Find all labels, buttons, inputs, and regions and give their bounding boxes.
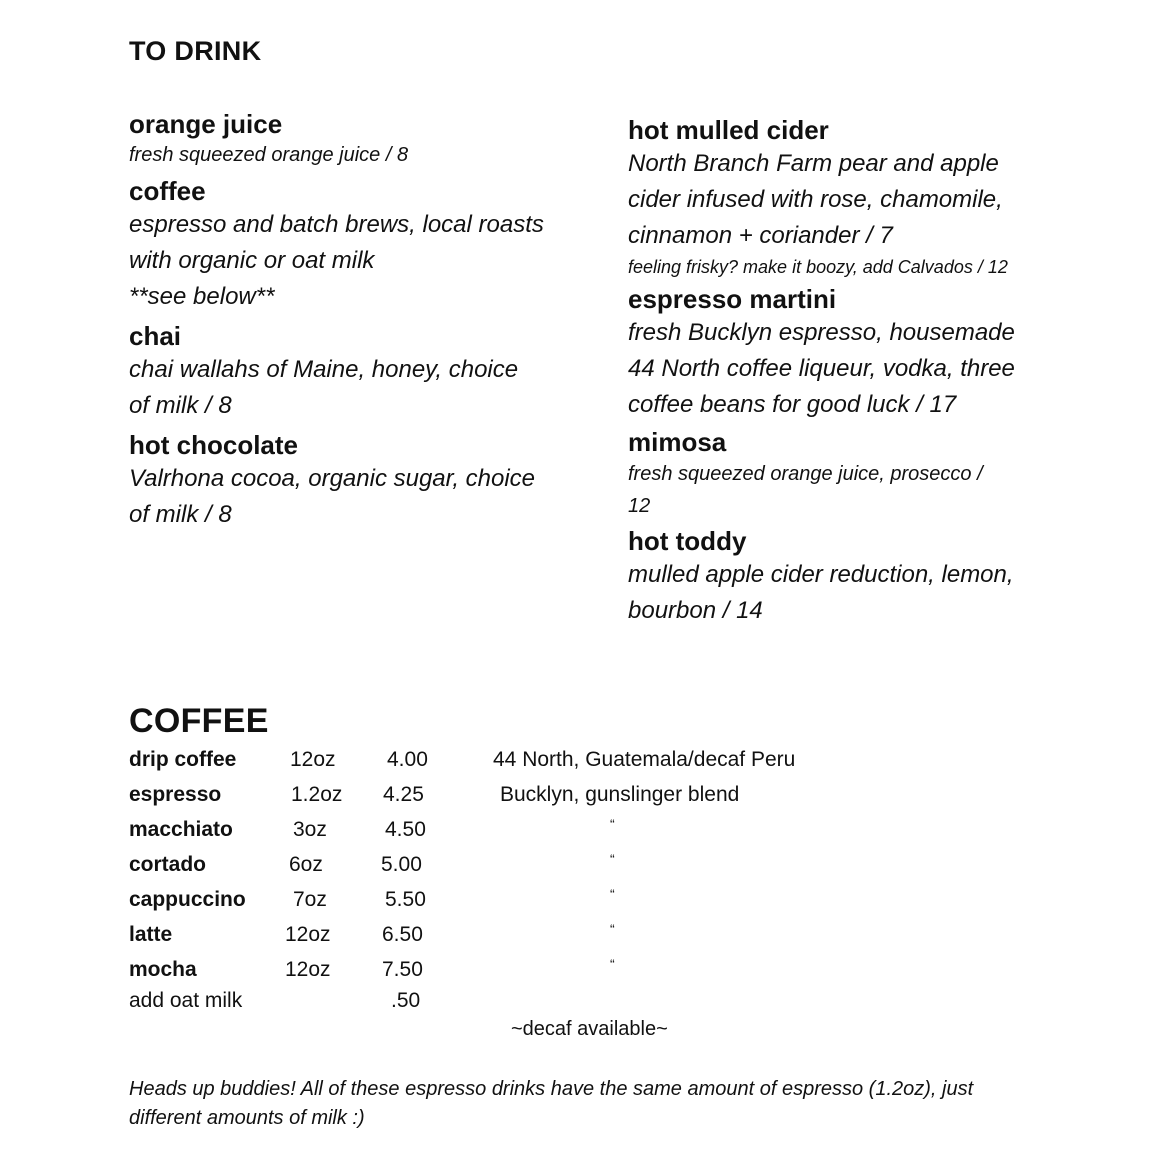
item-description: fresh squeezed orange juice / 8: [129, 144, 409, 166]
coffee-name: cortado: [129, 853, 207, 876]
coffee-origin-ditto: “: [610, 816, 615, 832]
item-description: fresh squeezed orange juice, prosecco / 12: [628, 463, 983, 517]
item-description: espresso and batch brews, local roasts with organic or oat milk **see below**: [129, 211, 544, 310]
menu-item-chai: [129, 320, 589, 424]
drinks-left-column: [129, 108, 589, 538]
coffee-name: cappuccino: [129, 888, 246, 911]
coffee-name: macchiato: [129, 818, 233, 841]
item-description: Valrhona cocoa, organic sugar, choice of milk / 8: [129, 465, 536, 528]
coffee-size: 6oz: [289, 853, 323, 876]
item-name: hot mulled cider: [628, 115, 829, 145]
coffee-origin-ditto: “: [610, 886, 615, 902]
addon-name: add oat milk: [129, 989, 243, 1012]
coffee-price: 5.50: [385, 888, 426, 911]
coffee-size: 12oz: [290, 748, 336, 771]
menu-item-hot-toddy: [628, 525, 1058, 629]
coffee-size: 1.2oz: [291, 783, 343, 806]
item-description: mulled apple cider reduction, lemon, bourbon / 14: [628, 561, 1014, 624]
menu-item-hot-mulled-cider: [628, 114, 1058, 280]
menu-item-espresso-martini: [628, 283, 1058, 423]
drinks-right-column: [628, 114, 1058, 632]
item-name: orange juice: [129, 109, 283, 139]
item-description: North Branch Farm pear and apple cider infused with rose, chamomile, cinnamon + coriander / 7: [628, 150, 1003, 249]
menu-item-coffee: [129, 175, 589, 315]
coffee-price: 4.25: [383, 783, 424, 806]
coffee-name: espresso: [129, 783, 222, 806]
item-name: hot toddy: [628, 526, 747, 556]
item-name: espresso martini: [628, 284, 837, 314]
menu-item-mimosa: [628, 426, 1058, 522]
item-description: chai wallahs of Maine, honey, choice of milk / 8: [129, 356, 519, 419]
coffee-origin: 44 North, Guatemala/decaf Peru: [493, 748, 796, 771]
coffee-name: drip coffee: [129, 748, 237, 771]
espresso-footnote: Heads up buddies! All of these espresso drinks have the same amount of espresso (1.2oz), just different amounts of milk :): [129, 1078, 974, 1129]
item-description: fresh Bucklyn espresso, housemade 44 North coffee liqueur, vodka, three coffee beans for good luck / 17: [628, 319, 1015, 418]
coffee-price: 4.50: [385, 818, 426, 841]
coffee-heading: COFFEE: [129, 702, 269, 740]
coffee-origin-ditto: “: [610, 851, 615, 867]
item-name: coffee: [129, 176, 206, 206]
coffee-origin-ditto: “: [610, 956, 615, 972]
item-note: feeling frisky? make it boozy, add Calvados / 12: [628, 257, 1008, 277]
coffee-price: 6.50: [382, 923, 423, 946]
coffee-price: 7.50: [382, 958, 423, 981]
coffee-size: 12oz: [285, 958, 331, 981]
item-name: mimosa: [628, 427, 727, 457]
item-name: hot chocolate: [129, 430, 299, 460]
coffee-size: 12oz: [285, 923, 331, 946]
coffee-price: 5.00: [381, 853, 422, 876]
decaf-note: ~decaf available~: [511, 1018, 668, 1040]
coffee-price: 4.00: [387, 748, 428, 771]
coffee-name: mocha: [129, 958, 197, 981]
coffee-size: 3oz: [293, 818, 327, 841]
coffee-name: latte: [129, 923, 173, 946]
menu-item-orange-juice: [129, 108, 589, 170]
addon-price: .50: [391, 989, 421, 1012]
menu-item-hot-chocolate: [129, 429, 589, 533]
to-drink-heading: TO DRINK: [129, 36, 262, 66]
coffee-size: 7oz: [293, 888, 327, 911]
coffee-origin: Bucklyn, gunslinger blend: [500, 783, 740, 806]
item-name: chai: [129, 321, 182, 351]
coffee-origin-ditto: “: [610, 921, 615, 937]
